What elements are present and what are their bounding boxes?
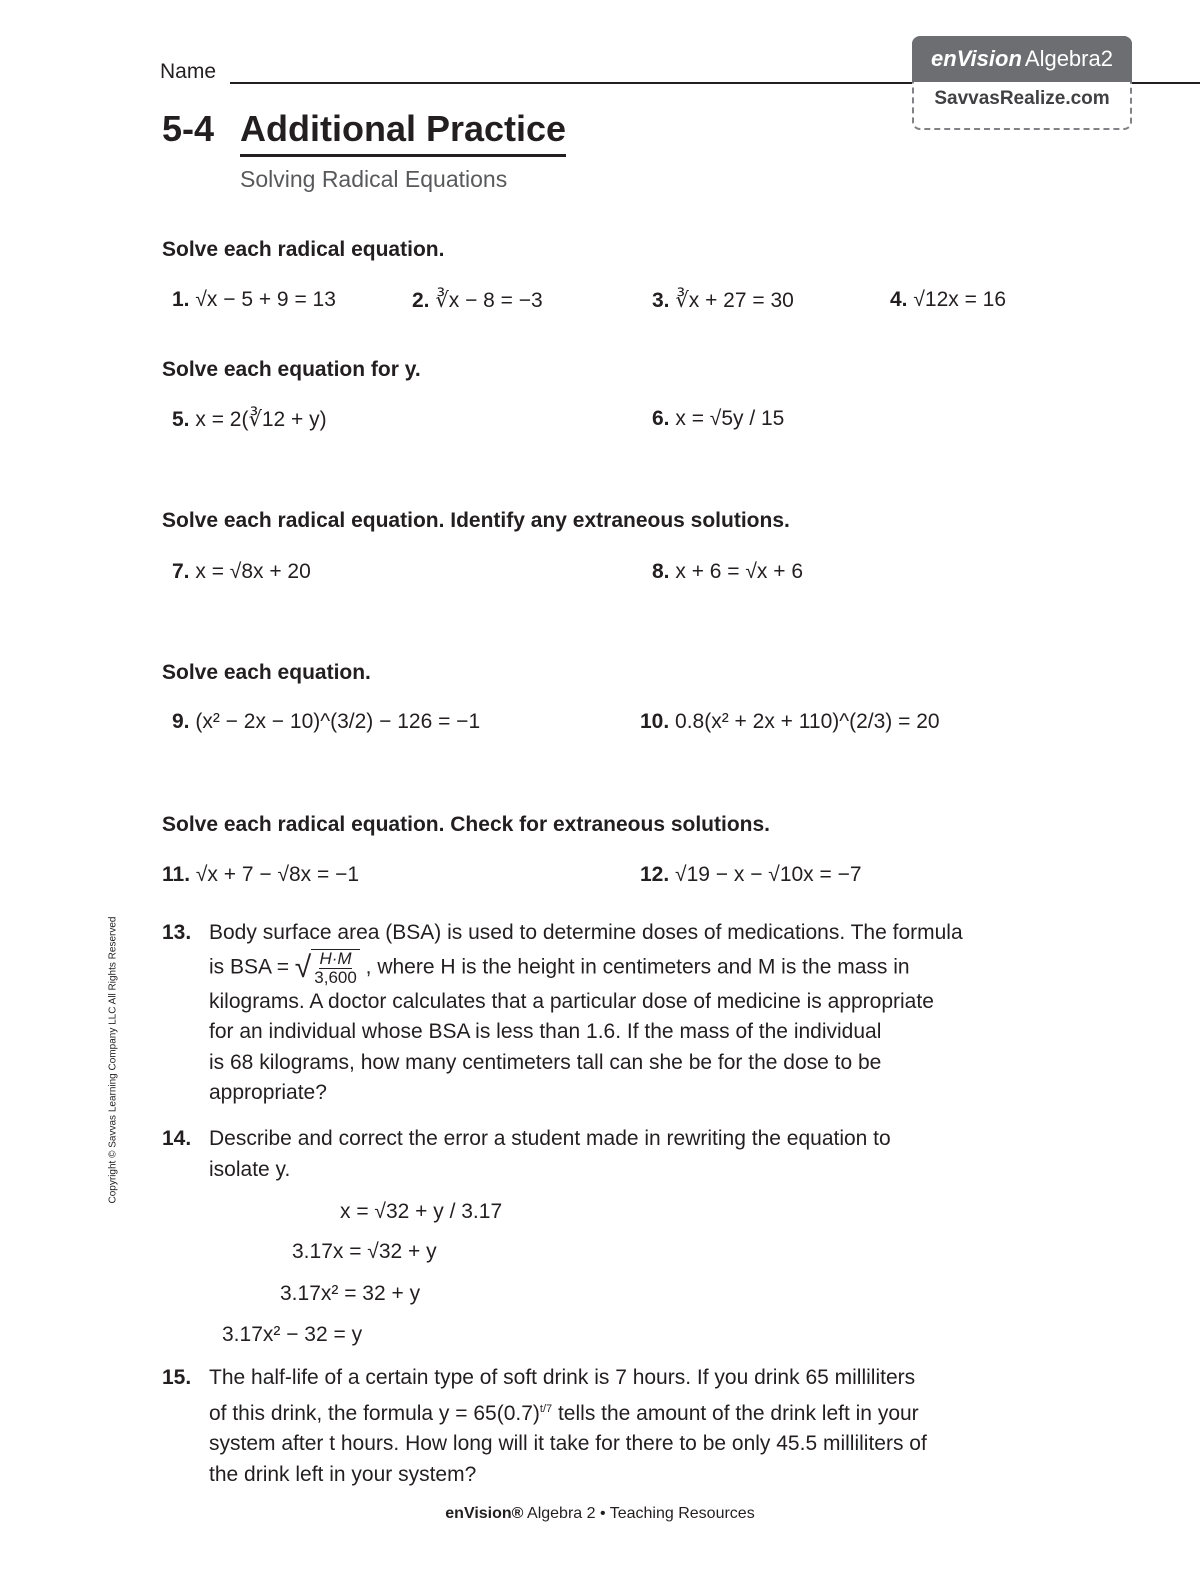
problem-number: 5. [172,408,190,431]
problem-13 [162,918,1122,1109]
radical-sign: √ [294,950,312,984]
lesson-subtitle: Solving Radical Equations [240,166,508,192]
problem-text: isolate y. [209,1157,291,1181]
problem-12 [640,863,862,887]
problem-text: tells the amount of the drink left in your [552,1401,919,1425]
problem-5 [172,407,327,432]
problem-text: is BSA = [209,955,295,979]
problem-3 [652,288,794,313]
problem-text: Body surface area (BSA) is used to determine doses of medications. The formula [209,921,963,944]
problem-number: 2. [412,289,430,312]
solution-step: 3.17x² = 32 + y [280,1282,421,1305]
problem-7 [172,560,311,584]
problem-text: the drink left in your system? [209,1462,477,1486]
footer-text: Algebra 2 • Teaching Resources [527,1505,755,1522]
bsa-formula [295,949,360,987]
problem-expression: √x − 5 + 9 = 13 [195,288,336,311]
solution-step: 3.17x² − 32 = y [222,1323,363,1346]
problem-text: appropriate? [209,1081,327,1104]
section-heading: Solve each radical equation. [162,238,445,261]
formula-numerator: H·M [319,948,352,968]
section-heading: Solve each equation for y. [162,358,421,381]
problem-4 [890,288,1006,312]
problem-number: 1. [172,288,190,311]
problem-expression: 0.8(x² + 2x + 110)^(2/3) = 20 [675,710,940,733]
problem-number: 9. [172,710,190,733]
problem-text: , where H is the height in centimeters and M is the mass in [365,955,910,979]
problem-expression: √12x = 16 [913,288,1007,311]
section-heading: Solve each radical equation. Check for extraneous solutions. [162,813,771,836]
problem-expression: (x² − 2x − 10)^(3/2) − 126 = −1 [195,710,481,733]
problem-number: 13. [162,921,192,944]
problem-text: of this drink, the formula y = 65(0.7) [209,1401,540,1425]
problem-number: 10. [640,710,670,733]
problem-number: 4. [890,288,908,311]
problem-number: 3. [652,289,670,312]
footer [0,1505,1200,1523]
section-heading: Solve each equation. [162,661,371,684]
problem-number: 15. [162,1366,192,1389]
problem-expression: x = √8x + 20 [195,560,311,583]
problem-10 [640,710,940,734]
product-badge [912,36,1132,130]
problem-text: system after t hours. How long will it take for there to be only 45.5 milliliters of [209,1432,927,1455]
problem-expression: √19 − x − √10x = −7 [675,863,862,886]
formula-denominator: 3,600 [314,967,357,987]
problem-number: 11. [162,863,191,886]
problem-number: 12. [640,863,670,886]
lesson-number: 5-4 [162,108,215,149]
badge-top [912,36,1132,82]
section-heading: Solve each radical equation. Identify any extraneous solutions. [162,509,790,532]
footer-brand: enVision® [445,1505,524,1522]
problem-number: 6. [652,407,670,430]
problem-expression: ∛x − 8 = −3 [435,289,543,312]
problem-9 [172,710,480,734]
name-label: Name [160,60,217,83]
problem-expression: x = 2(∛12 + y) [195,408,327,431]
problem-number: 7. [172,560,190,583]
problem-expression: √x + 7 − √8x = −1 [195,863,360,886]
problem-6 [652,407,784,431]
badge-product: Algebra2 [1024,46,1113,71]
problem-text: for an individual whose BSA is less than 1.6. If the mass of the individual [209,1020,882,1043]
problem-14 [162,1124,1122,1185]
badge-site: SavvasRealize.com [934,88,1110,109]
problem-text: kilograms. A doctor calculates that a particular dose of medicine is appropriate [209,989,934,1013]
problem-expression: x + 6 = √x + 6 [675,560,804,583]
problem-8 [652,560,803,584]
problem-2 [412,288,543,313]
solution-step: 3.17x = √32 + y [292,1240,437,1263]
problem-text: The half-life of a certain type of soft drink is 7 hours. If you drink 65 milliliters [209,1366,916,1389]
problem-expression: ∛x + 27 = 30 [675,289,794,312]
problem-11 [162,863,359,887]
problem-15 [162,1363,1122,1490]
badge-brand: enVision [931,46,1022,71]
problem-expression: x = √5y / 15 [675,407,785,430]
problem-number: 8. [652,560,670,583]
problem-number: 14. [162,1127,192,1150]
lesson-title: Additional Practice [240,108,566,157]
problem-text: is 68 kilograms, how many centimeters tall can she be for the dose to be [209,1050,882,1074]
problem-1 [172,288,336,312]
exponent: t/7 [539,1402,553,1415]
solution-step: x = √32 + y / 3.17 [340,1200,503,1223]
problem-text: Describe and correct the error a student made in rewriting the equation to [209,1127,891,1150]
copyright-notice: Copyright © Savvas Learning Company LLC All Rights Reserved [107,916,119,1204]
